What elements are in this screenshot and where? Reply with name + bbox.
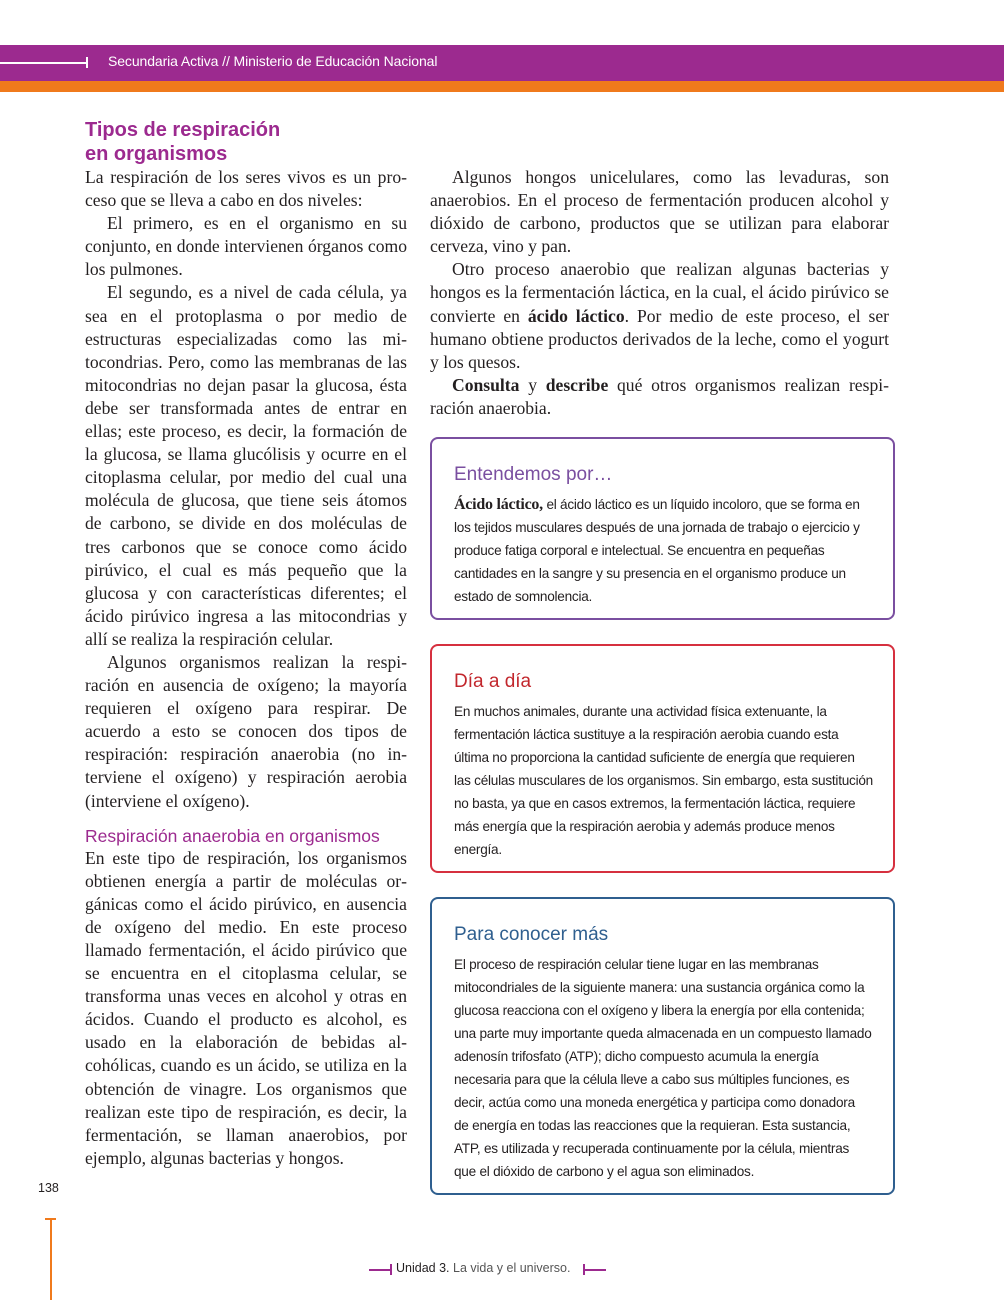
text-segment: Otro proceso anaerobio que realizan algunas bacterias y hongos es la fermentación láctica, en la cual, el ácido pirúvico se convierte en: [430, 259, 889, 326]
page-number: 138: [38, 1181, 59, 1195]
box-entendemos-title: Entendemos por…: [454, 464, 613, 485]
header-title: Secundaria Activa // Ministerio de Educación Nacional: [108, 53, 438, 69]
section-title-line1: Tipos de respiración: [85, 119, 281, 141]
section-title-line2: en organismos: [85, 143, 228, 165]
box-entendemos-definition: el ácido láctico es un líquido incoloro, que se forma en los tejidos musculares después de una jornada de trabajo o ejercicio y produce fatiga corporal e intelectual. Se encuentra en pequeñas cantidades en la sangre y su presencia en el organismo produce un estado de somnolencia.: [454, 497, 860, 604]
paragraph-respiration-types: Algunos organismos realizan la respiración en ausencia de oxígeno; la mayoría requieren el oxígeno para respirar. De acuerdo a esto se conocen dos tipos de respiración: respiración anaerobia (no interviene el oxígeno) y respiración aerobia (interviene el oxígeno).: [85, 651, 407, 811]
header-rule: [0, 62, 88, 64]
footer-subtitle: La vida y el universo.: [449, 1261, 571, 1275]
paragraph-second-level: El segundo, es a nivel de cada célula, ya sea en el protoplasma o por medio de estructuras especializadas como las mitocondrias. Pero, como las membranas de las mitocondrias no dejan pasar la glucosa, ésta debe ser transformada antes de entrar en ellas; este proceso, es decir, la formación de la glucosa, se llama glucólisis y ocurre en el citoplasma celular, por medio del cual una molécula de glucosa, que tiene seis átomos de carbono, se divide en dos moléculas de tres carbonos que se conoce como ácido pirúvico, el cual es más pequeño que la glucosa y con características diferentes; el ácido pirúvico ingresa a las mitocondrias y allí se realiza la respiración celular.: [85, 282, 407, 649]
subsection-title: Respiración anaerobia en organismos: [85, 825, 380, 846]
box-entendemos-term: Ácido láctico,: [454, 496, 543, 513]
footer-unit: Unidad 3.: [396, 1261, 450, 1275]
paragraph-lactic-fermentation: [430, 258, 889, 373]
paragraph-anaerobic: En este tipo de respiración, los organismos obtienen energía a partir de moléculas orgánicas como el ácido pirúvico, en ausencia de oxígeno del medio. En este proceso llamado fermentación, el ácido pirúvico que se encuentra en el citoplasma celular, se transforma unas veces en alcohol y otras en ácidos. Cuando el producto es alcohol, es usado en la elaboración de bebidas alcohólicas, cuando es un ácido, se utiliza en la obtención de vinagre. Los organismos que realizan este tipo de respiración, es decir, la fermentación, se llaman anaerobios, por ejemplo, algunas bacterias y hongos.: [85, 847, 407, 1168]
bold-describe: describe: [545, 374, 609, 395]
text-segment: . Por medio de este proceso, el ser humano obtiene productos derivados de la leche, como el yogurt y los quesos.: [430, 305, 890, 372]
footer-rule-left: [369, 1269, 391, 1271]
box-conocer-title: Para conocer más: [454, 924, 609, 945]
paragraph-yeast: Algunos hongos unicelulares, como las levaduras, son anaerobios. En el proceso de fermentación producen alcohol y dióxido de carbono, productos que se utilizan para elaborar cerveza, vino y pan.: [430, 167, 889, 257]
header-rule-tick: [86, 57, 88, 68]
paragraph-activity: [430, 374, 889, 420]
footer: [0, 1261, 1004, 1277]
footer-rule-right: [584, 1269, 606, 1271]
box-entendemos-text: [454, 493, 873, 608]
box-entendemos-por: [430, 437, 895, 620]
box-dia-text: En muchos animales, durante una actividad física extenuante, la fermentación láctica sustituye a la respiración aerobia cuando esta última no proporciona la cantidad suficiente de energía que requieren las células musculares de los organismos. Sin embargo, esta sustitución no basta, ya que en casos extremos, la fermentación láctica, requiere más energía que la respiración aerobia y además produce menos energía.: [454, 704, 873, 857]
left-column: [85, 118, 407, 1170]
text-segment: y: [519, 374, 546, 395]
bold-consulta: Consulta: [452, 374, 520, 395]
intro-paragraph: La respiración de los seres vivos es un proceso que se lleva a cabo en dos niveles:: [85, 167, 407, 211]
box-dia-a-dia: [430, 644, 895, 873]
right-column: [430, 166, 889, 420]
box-para-conocer-mas: [430, 897, 895, 1195]
box-dia-title: Día a día: [454, 671, 532, 692]
box-conocer-text: El proceso de respiración celular tiene lugar en las membranas mitocondriales de la siguiente manera: una sustancia orgánica como la glucosa reacciona con el oxígeno y libera la energía por ella contenida; una parte muy importante queda almacenada en un compuesto llamado adenosín trifosfato (ATP); dicho compuesto acumula la energía necesaria para que la célula lleve a cabo sus múltiples funciones, es decir, actúa como una moneda energética y participa como donadora de energía en todas las reacciones que la requieran. Esta sustancia, ATP, es utilizada y recuperada continuamente por la célula, mientras que el dióxido de carbono y el agua son eliminados.: [454, 957, 872, 1179]
header-orange-stripe: [0, 81, 1004, 92]
margin-line: [50, 1218, 52, 1300]
bold-term-lactic-acid: ácido láctico: [527, 305, 625, 326]
footer-tick-left: [390, 1264, 392, 1275]
footer-text: [396, 1261, 570, 1275]
section-title: [85, 118, 407, 166]
paragraph-first-level: El primero, es en el organismo en su conjunto, en donde intervienen órganos como los pulmones.: [85, 213, 407, 280]
text-segment: qué otros organismos realizan respiración anaerobia.: [430, 374, 889, 418]
